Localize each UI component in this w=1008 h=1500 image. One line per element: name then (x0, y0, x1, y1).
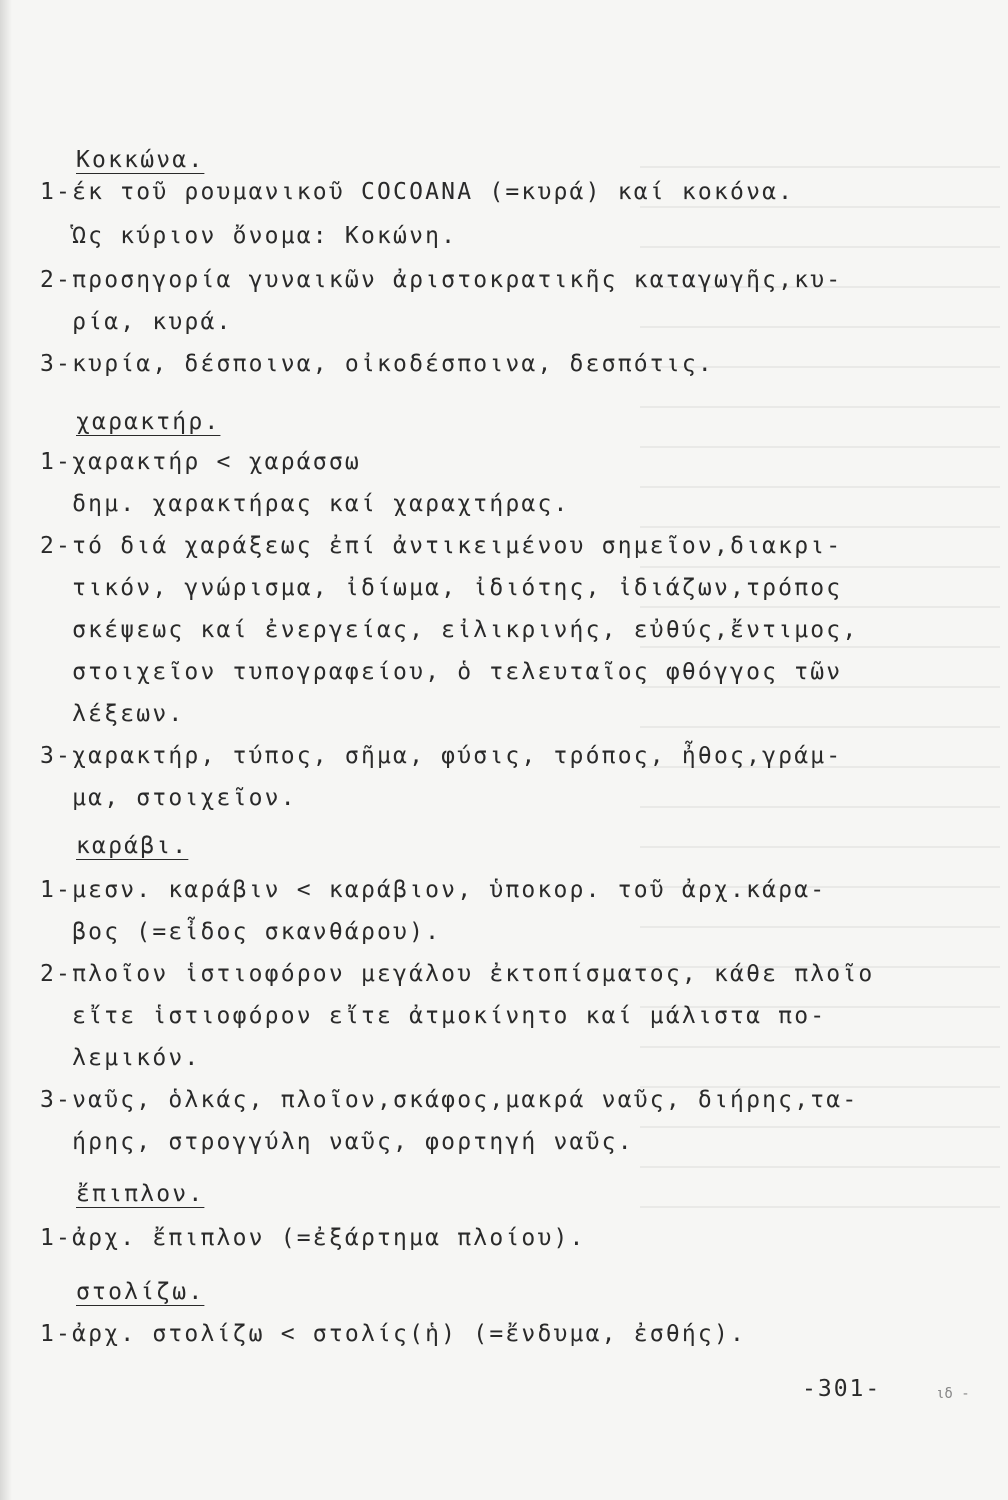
entry-line: δημ. χαρακτήρας καί χαραχτήρας. (40, 491, 570, 517)
page-edge-shadow (0, 0, 12, 1500)
entry-heading: Κοκκώνα. (76, 147, 205, 173)
entry-line: 1-έκ τοῦ ρουμανικοῦ COCOANA (=κυρά) καί κοκόνα. (40, 179, 795, 205)
entry-heading: καράβι. (76, 833, 189, 859)
entry-line: ήρης, στρογγύλη ναῦς, φορτηγή ναῦς. (40, 1129, 634, 1155)
entry-line: λεμικόν. (40, 1045, 201, 1071)
entry-line: 1-ἀρχ. στολίζω < στολίς(ἡ) (=ἔνδυμα, ἐσθής). (40, 1321, 747, 1347)
entry-line: 2-τό διά χαράξεως ἐπί ἀντικειμένου σημεῖον,διακρι- (40, 533, 843, 559)
page-number: -301- (802, 1376, 882, 1402)
entry-line: 3-κυρία, δέσποινα, οἰκοδέσποινα, δεσπότις. (40, 351, 714, 377)
entry-line: 1-χαρακτήρ < χαράσσω (40, 449, 361, 475)
entry-line: 3-χαρακτήρ, τύπος, σῆμα, φύσις, τρόπος, ἦθος,γράμ- (40, 743, 843, 769)
entry-line: εἴτε ἱστιοφόρον εἴτε ἀτμοκίνητο καί μάλιστα πο- (40, 1003, 827, 1029)
entry-line: 2-πλοῖον ἱστιοφόρον μεγάλου ἐκτοπίσματος, κάθε πλοῖο (40, 961, 875, 987)
entry-heading: στολίζω. (76, 1279, 205, 1305)
entry-line: 3-ναῦς, ὁλκάς, πλοῖον,σκάφος,μακρά ναῦς, διήρης,τα- (40, 1087, 859, 1113)
entry-line: λέξεων. (40, 701, 185, 727)
entry-heading: χαρακτήρ. (76, 409, 221, 435)
entry-line: 1-ἀρχ. ἔπιπλον (=ἐξάρτημα πλοίου). (40, 1225, 586, 1251)
entry-line: σκέψεως καί ἐνεργείας, εἰλικρινής, εὐθύς,ἔντιμος, (40, 617, 859, 643)
entry-line: ρία, κυρά. (40, 309, 233, 335)
entry-line: βος (=εἶδος σκανθάρου). (40, 919, 442, 945)
entry-line: τικόν, γνώρισμα, ἰδίωμα, ἰδιότης, ἰδιάζων,τρόπος (40, 575, 843, 601)
entry-line: 1-μεσν. καράβιν < καράβιον, ὑποκορ. τοῦ ἀρχ.κάρα- (40, 877, 827, 903)
corner-mark: ιδ - (936, 1386, 970, 1402)
entry-line: 2-προσηγορία γυναικῶν ἀριστοκρατικῆς καταγωγῆς,κυ- (40, 267, 843, 293)
entry-line: μα, στοιχεῖον. (40, 785, 297, 811)
entry-line: στοιχεῖον τυπογραφείου, ὁ τελευταῖος φθόγγος τῶν (40, 659, 843, 685)
entry-heading: ἔπιπλον. (76, 1181, 205, 1207)
entry-line: Ὡς κύριον ὄνομα: Κοκώνη. (40, 223, 458, 249)
